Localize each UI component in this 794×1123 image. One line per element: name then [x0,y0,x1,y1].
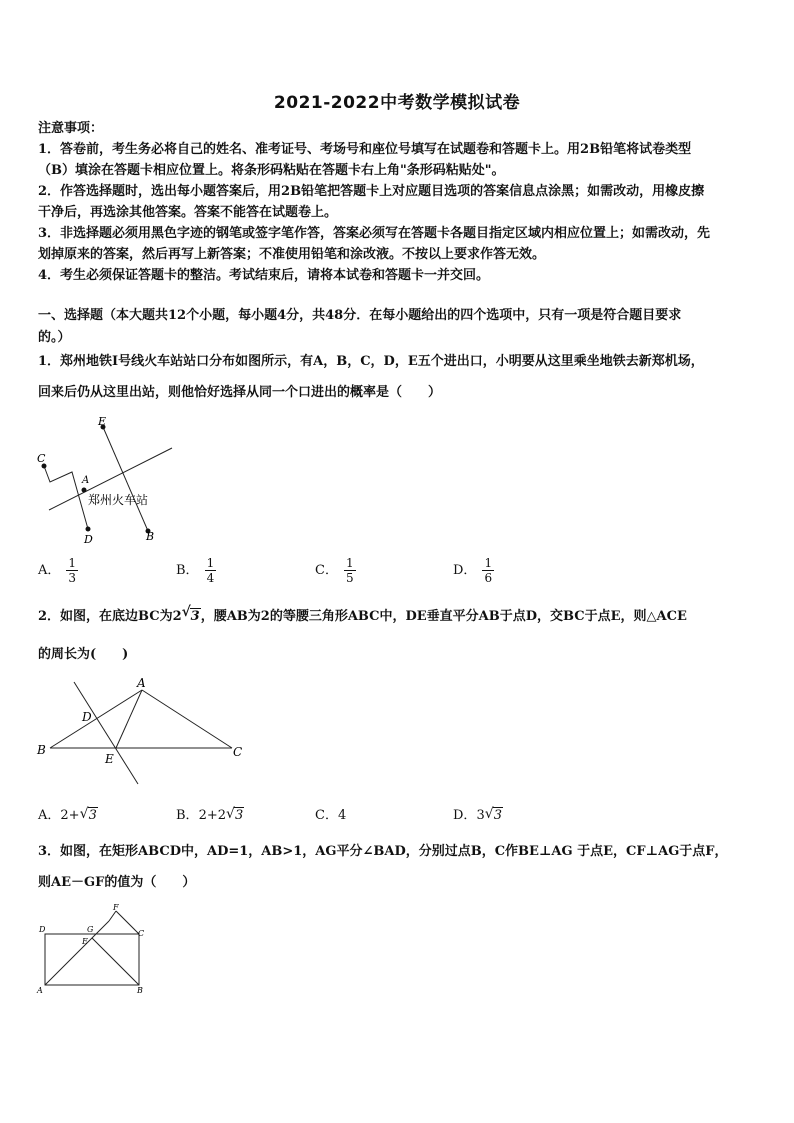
option-letter: B． [176,563,199,578]
sqrt: √ 3 [181,604,200,624]
segment-be [92,938,139,985]
label-d: D [82,710,92,724]
label-b: B [37,743,46,757]
segment-cf [116,911,139,934]
option-letter: A． [38,563,61,578]
label-d: D [84,533,93,546]
option-letter: C． [315,808,338,823]
numerator: 1 [484,556,493,570]
denominator: 5 [345,571,354,585]
option-letter: A． [38,808,61,823]
question-2-text [38,606,687,628]
question-3-figure [34,900,154,1000]
option-letter: B． [176,808,199,823]
segment-ba [50,690,142,748]
label-a: A [137,676,146,690]
notice-line: 2．作答选择题时，选出每小题答案后，用2B铅笔把答题卡上对应题目选项的答案信息点涂黑；如需改动，用橡皮擦 [38,184,705,199]
label-e: E [98,415,107,428]
option-c[interactable] [315,804,346,823]
radicand: 3 [493,808,502,823]
denominator: 4 [206,571,215,585]
option-letter: D． [453,808,477,823]
numerator: 1 [345,556,354,570]
fraction [482,556,494,585]
label-b: B [137,986,143,995]
denominator: 6 [484,571,493,585]
option-d[interactable] [453,556,494,585]
option-letter: C． [315,563,338,578]
label-e: E [82,937,88,946]
station-label: 郑州火车站 [88,493,149,507]
question-2-figure [34,676,249,786]
label-b: B [146,530,155,543]
notice-line: （B）填涂在答题卡相应位置上。将条形码粘贴在答题卡右上角"条形码粘贴处"。 [38,163,505,178]
option-value: 3 [476,808,485,823]
sqrt: √ 3 [79,806,97,823]
denominator: 3 [68,571,77,585]
fraction [66,556,78,585]
segment-af [45,921,109,985]
label-g: G [87,925,94,934]
sqrt: √ 3 [226,806,244,823]
label-c: C [138,929,145,938]
question-2-part: ，腰AB为2的等腰三角形ABC中，DE垂直平分AB于点D，交BC于点E，则△ACE [200,609,687,624]
numerator: 1 [206,556,215,570]
notice-line: 划掉原来的答案，然后再写上新答案；不准使用铅笔和涂改液。不按以上要求作答无效。 [38,247,546,262]
label-a: A [82,475,90,486]
segment-f [109,911,116,921]
numerator: 1 [68,556,77,570]
option-value: 2+2 [198,808,226,823]
question-2-part: 2．如图，在底边BC为2 [38,609,182,624]
label-a: A [37,986,43,995]
label-c: C [37,452,46,465]
radicand: 3 [190,609,200,624]
question-3-text: 则AE－GF的值为（ ） [38,875,196,890]
option-c[interactable] [315,556,356,585]
label-d: D [39,925,46,934]
option-value: 2+ [60,808,80,823]
segment-de [74,682,138,784]
option-a[interactable] [38,804,98,823]
fraction [205,556,217,585]
notice-line: 3．非选择题必须用黑色字迹的钢笔或签字笔作答，答案必须写在答题卡各题目指定区域内相应位置上；如需改动，先 [38,226,711,241]
sqrt: √ 3 [484,806,502,823]
radicand: 3 [88,808,97,823]
option-b[interactable] [176,556,216,585]
question-1-figure [34,410,184,550]
section-heading: 的。） [38,330,71,345]
option-a[interactable] [38,556,78,585]
option-letter: D． [453,563,477,578]
point-a [82,488,87,493]
notice-heading: 注意事项： [38,121,104,136]
label-c: C [233,745,243,759]
option-value: 4 [337,808,347,823]
rectangle-abcd [45,934,139,985]
question-1-text: 回来后仍从这里出站，则他恰好选择从同一个口进出的概率是（ ） [38,385,442,400]
question-2-text: 的周长为( ) [38,647,129,662]
option-d[interactable] [453,804,503,823]
section-heading: 一、选择题（本大题共12个小题，每小题4分，共48分．在每小题给出的四个选项中，只有一项是符合题目要求 [38,308,682,323]
notice-line: 4．考生必须保证答题卡的整洁。考试结束后，请将本试卷和答题卡一并交回。 [38,268,490,283]
question-1-text: 1．郑州地铁Ⅰ号线火车站站口分布如图所示，有A，B，C，D，E五个进出口，小明要从这里乘坐地铁去新郑机场， [38,354,704,369]
notice-line: 干净后，再选涂其他答案。答案不能答在试题卷上。 [38,205,338,220]
point-d [86,527,91,532]
segment-ac [142,690,232,748]
page-title: 2021-2022中考数学模拟试卷 [273,93,521,113]
option-b[interactable] [176,804,244,823]
radicand: 3 [235,808,244,823]
notice-line: 1．答卷前，考生务必将自己的姓名、准考证号、考场号和座位号填写在试题卷和答题卡上。用2B铅笔将试卷类型 [38,142,692,157]
label-f: F [113,903,119,912]
question-3-text: 3．如图，在矩形ABCD中，AD=1，AB>1，AG平分∠BAD，分别过点B，C作BE⊥AG 于点E，CF⊥AG于点F， [38,844,728,859]
fraction [344,556,356,585]
label-e: E [105,752,114,766]
